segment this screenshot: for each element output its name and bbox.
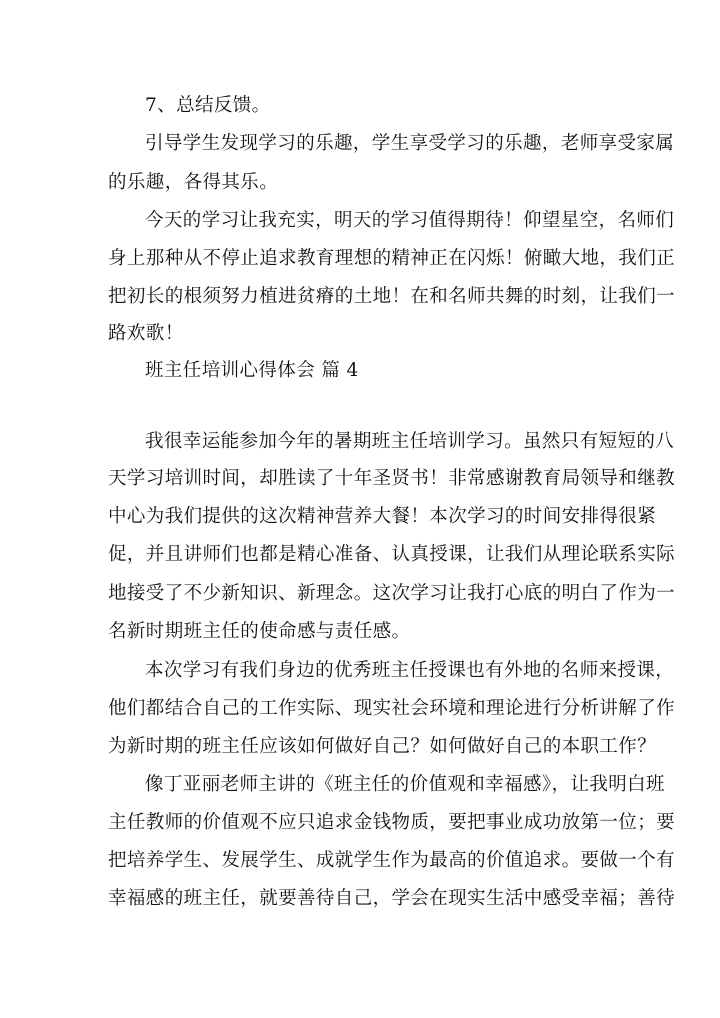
paragraph-2-line-3: 把初长的根须努力植进贫瘠的土地！在和名师共舞的时刻，让我们一 xyxy=(108,286,676,307)
paragraph-1-line-1: 引导学生发现学习的乐趣，学生享受学习的乐趣，老师享受家属 xyxy=(145,133,675,154)
paragraph-2-line-2: 身上那种从不停止追求教育理想的精神正在闪烁！俯瞰大地，我们正 xyxy=(108,248,676,269)
paragraph-1-line-2: 的乐趣，各得其乐。 xyxy=(108,172,279,193)
paragraph-3-line-6: 名新时期班主任的使命感与责任感。 xyxy=(108,621,411,642)
paragraph-3-line-2: 天学习培训时间，却胜读了十年圣贤书！非常感谢教育局领导和继教 xyxy=(108,468,676,489)
paragraph-2-line-4: 路欢歌！ xyxy=(108,323,184,344)
paragraph-5-line-2: 主任教师的价值观不应只追求金钱物质，要把事业成功放第一位；要 xyxy=(108,812,676,833)
paragraph-4-line-2: 他们都结合自己的工作实际、现实社会环境和理论进行分析讲解了作 xyxy=(108,698,676,719)
paragraph-2-line-1: 今天的学习让我充实，明天的学习值得期待！仰望星空，名师们 xyxy=(145,210,675,231)
paragraph-3-line-5: 地接受了不少新知识、新理念。这次学习让我打心底的明白了作为一 xyxy=(108,583,676,604)
paragraph-5-line-4: 幸福感的班主任，就要善待自己，学会在现实生活中感受幸福；善待 xyxy=(108,888,676,909)
paragraph-4-line-1: 本次学习有我们身边的优秀班主任授课也有外地的名师来授课， xyxy=(145,660,675,681)
paragraph-5-line-3: 把培养学生、发展学生、成就学生作为最高的价值追求。要做一个有 xyxy=(108,850,676,871)
paragraph-4-line-3: 为新时期的班主任应该如何做好自己？如何做好自己的本职工作？ xyxy=(108,736,657,757)
section-7-heading: 7、总结反馈。 xyxy=(145,95,271,116)
paragraph-3-line-1: 我很幸运能参加今年的暑期班主任培训学习。虽然只有短短的八 xyxy=(145,431,675,452)
paragraph-5-line-1: 像丁亚丽老师主讲的《班主任的价值观和幸福感》，让我明白班 xyxy=(145,774,665,795)
paragraph-3-line-3: 中心为我们提供的这次精神营养大餐！本次学习的时间安排得很紧 xyxy=(108,506,657,527)
section-title: 班主任培训心得体会 篇 4 xyxy=(145,360,359,381)
paragraph-3-line-4: 促，并且讲师们也都是精心准备、认真授课，让我们从理论联系实际 xyxy=(108,544,676,565)
